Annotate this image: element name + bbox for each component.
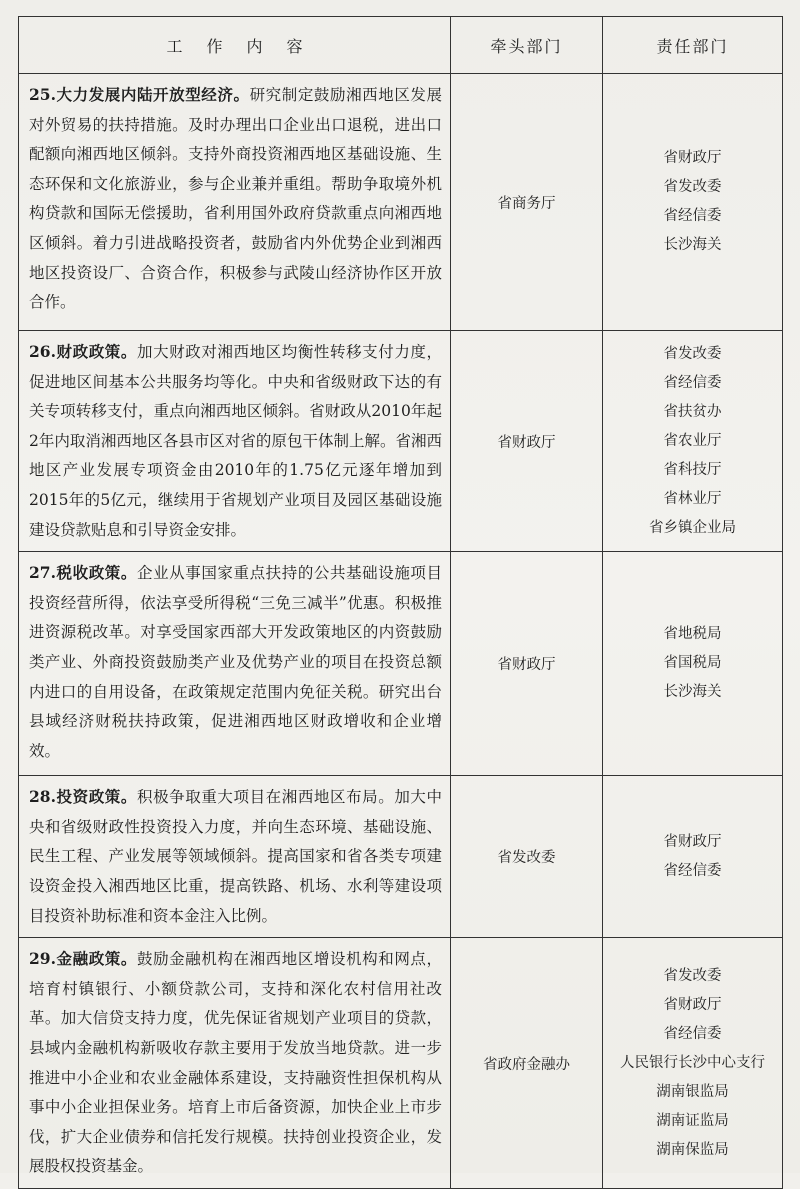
work-content-cell bbox=[19, 552, 451, 776]
item-heading: 25.大力发展内陆开放型经济。 bbox=[29, 85, 250, 104]
lead-department-cell: 省政府金融办 bbox=[451, 938, 603, 1189]
table-row bbox=[19, 552, 783, 776]
responsible-department: 省经信委 bbox=[663, 862, 722, 879]
responsible-department: 省科技厅 bbox=[663, 461, 722, 478]
responsible-department: 省发改委 bbox=[663, 967, 722, 984]
item-heading: 29.金融政策。 bbox=[29, 949, 137, 969]
item-text: 积极争取重大项目在湘西地区布局。加大中央和省级财政性投资投入力度，并向生态环境、基础设施、民生工程、产业发展等领域倾斜。提高国家和省各类专项建设资金投入湘西地区比重，提高铁路、机场、水利等建设项目投资补助标准和资本金注入比例。 bbox=[29, 788, 442, 925]
table-row bbox=[19, 331, 783, 552]
work-content-cell bbox=[19, 938, 451, 1189]
responsible-departments-cell bbox=[603, 776, 783, 938]
header-work-content: 工作内容 bbox=[19, 17, 451, 74]
responsible-department: 省林业厅 bbox=[663, 490, 722, 507]
lead-department-cell: 省商务厅 bbox=[451, 74, 603, 331]
work-content-cell bbox=[19, 74, 451, 331]
work-table bbox=[18, 16, 783, 1189]
item-heading: 28.投资政策。 bbox=[29, 787, 137, 807]
work-content-cell bbox=[19, 776, 451, 938]
responsible-department: 湖南证监局 bbox=[656, 1112, 729, 1129]
responsible-department: 省农业厅 bbox=[663, 432, 722, 449]
responsible-department: 省财政厅 bbox=[663, 833, 722, 850]
header-lead-department: 牵头部门 bbox=[451, 17, 603, 74]
responsible-department: 省经信委 bbox=[663, 374, 722, 391]
responsible-department: 省经信委 bbox=[663, 208, 722, 224]
responsible-department: 省地税局 bbox=[663, 626, 722, 643]
header-responsible-departments: 责任部门 bbox=[603, 17, 783, 74]
responsible-department: 省财政厅 bbox=[663, 996, 722, 1013]
table-header-row bbox=[19, 17, 783, 74]
lead-department-cell: 省财政厅 bbox=[451, 331, 603, 552]
responsible-departments-cell bbox=[603, 938, 783, 1189]
responsible-departments-cell bbox=[603, 552, 783, 776]
item-heading: 27.税收政策。 bbox=[29, 563, 137, 583]
responsible-department: 湖南银监局 bbox=[656, 1083, 729, 1100]
responsible-departments-cell bbox=[603, 74, 783, 331]
responsible-department: 省乡镇企业局 bbox=[649, 519, 736, 536]
responsible-department: 省发改委 bbox=[663, 179, 722, 195]
item-text: 研究制定鼓励湘西地区发展对外贸易的扶持措施。及时办理出口企业出口退税，进出口配额向湘西地区倾斜。支持外商投资湘西地区基础设施、生态环保和文化旅游业，参与企业兼并重组。帮助争取境外机构贷款和国际无偿援助，省利用国外政府贷款重点向湘西地区倾斜。着力引进战略投资者，鼓励省内外优势企业到湘西地区投资设厂、合资合作，积极参与武陵山经济协作区开放合作。 bbox=[29, 86, 442, 312]
responsible-department: 长沙海关 bbox=[663, 237, 722, 253]
responsible-department: 省国税局 bbox=[663, 655, 722, 672]
responsible-department: 省财政厅 bbox=[663, 150, 722, 166]
responsible-department: 省经信委 bbox=[663, 1025, 722, 1042]
item-heading: 26.财政政策。 bbox=[29, 342, 137, 361]
work-content-cell bbox=[19, 331, 451, 552]
lead-department-cell: 省发改委 bbox=[451, 776, 603, 938]
responsible-department: 人民银行长沙中心支行 bbox=[620, 1054, 765, 1071]
item-text: 鼓励金融机构在湘西地区增设机构和网点，培育村镇银行、小额贷款公司，支持和深化农村信用社改革。加大信贷支持力度，优先保证省规划产业项目的贷款，县域内金融机构新吸收存款主要用于发放当地贷款。进一步推进中小企业和农业金融体系建设，支持融资性担保机构从事中小企业担保业务。培育上市后备资源，加快企业上市步伐，扩大企业债券和信托发行规模。扶持创业投资企业，发展股权投资基金。 bbox=[29, 950, 442, 1176]
responsible-department: 省发改委 bbox=[663, 345, 722, 362]
responsible-department: 长沙海关 bbox=[663, 684, 722, 701]
lead-department-cell: 省财政厅 bbox=[451, 552, 603, 776]
item-text: 企业从事国家重点扶持的公共基础设施项目投资经营所得，依法享受所得税“三免三减半”优惠。积极推进资源税改革。对享受国家西部大开发政策地区的内资鼓励类产业、外商投资鼓励类产业及优势产业的项目在投资总额内进口的自用设备，在政策规定范围内免征关税。研究出台县域经济财税扶持政策，促进湘西地区财政增收和企业增效。 bbox=[29, 564, 442, 760]
responsible-department: 湖南保监局 bbox=[656, 1141, 729, 1158]
table-row bbox=[19, 776, 783, 938]
responsible-departments-cell bbox=[603, 331, 783, 552]
item-text: 加大财政对湘西地区均衡性转移支付力度，促进地区间基本公共服务均等化。中央和省级财政下达的有关专项转移支付，重点向湘西地区倾斜。省财政从2010年起2年内取消湘西地区各县市区对省的原包干体制上解。省湘西地区产业发展专项资金由2010年的1.75亿元逐年增加到2015年的5亿元，继续用于省规划产业项目及园区基础设施建设贷款贴息和引导资金安排。 bbox=[29, 343, 442, 539]
table-row bbox=[19, 938, 783, 1189]
responsible-department: 省扶贫办 bbox=[663, 403, 722, 420]
table-row bbox=[19, 74, 783, 331]
